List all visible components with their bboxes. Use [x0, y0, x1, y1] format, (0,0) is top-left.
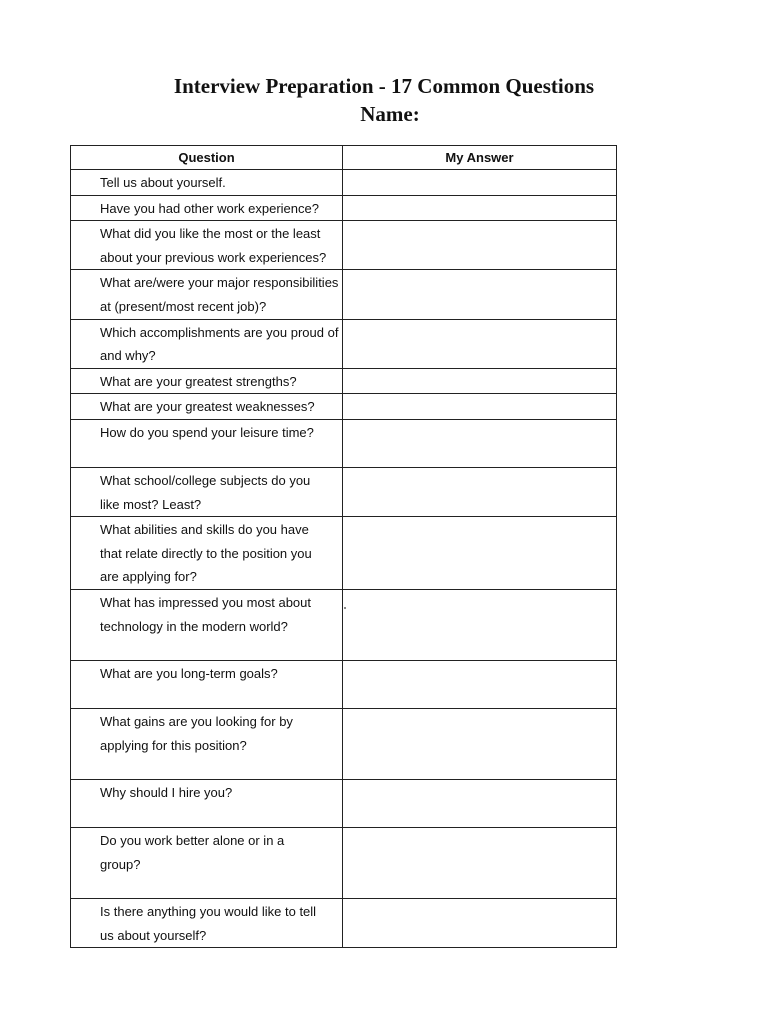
- answer-cell[interactable]: [343, 779, 617, 827]
- table-row: [71, 195, 617, 221]
- question-cell: [71, 467, 343, 516]
- table-row: [71, 660, 617, 708]
- name-label: Name:: [360, 102, 420, 126]
- question-cell: [71, 270, 343, 319]
- question-text-line: Is there anything you would like to tell: [100, 903, 317, 919]
- question-text-line: What gains are you looking for by: [100, 713, 293, 729]
- answer-cell[interactable]: [343, 394, 617, 420]
- table-row: [71, 898, 617, 947]
- question-column-header: Question: [71, 146, 343, 170]
- question-cell: [71, 195, 343, 221]
- stray-mark: [344, 607, 346, 609]
- question-text-line: What are/were your major responsibilities: [100, 275, 339, 291]
- question-cell: [71, 394, 343, 420]
- answer-cell[interactable]: [343, 319, 617, 368]
- table-row: [71, 419, 617, 467]
- answer-cell[interactable]: [343, 517, 617, 590]
- question-text-line: that relate directly to the position you: [100, 545, 312, 561]
- question-cell: [71, 898, 343, 947]
- question-text-line: at (present/most recent job)?: [100, 298, 267, 314]
- answer-cell[interactable]: [343, 368, 617, 394]
- table-row: [71, 221, 617, 270]
- question-cell: [71, 221, 343, 270]
- answer-cell[interactable]: [343, 270, 617, 319]
- table-row: [71, 368, 617, 394]
- answer-cell[interactable]: [343, 195, 617, 221]
- table-row: [71, 394, 617, 420]
- question-cell: [71, 170, 343, 196]
- question-text-line: What are your greatest strengths?: [100, 373, 297, 389]
- table-row: [71, 270, 617, 319]
- question-cell: [71, 319, 343, 368]
- table-row: [71, 589, 617, 660]
- question-text-line: like most? Least?: [100, 496, 202, 512]
- question-text-line: group?: [100, 856, 141, 872]
- question-text-line: us about yourself?: [100, 927, 207, 943]
- question-cell: [71, 368, 343, 394]
- table-row: [71, 708, 617, 779]
- answer-cell[interactable]: [343, 898, 617, 947]
- question-text-line: applying for this position?: [100, 737, 247, 753]
- answer-column-header: My Answer: [343, 146, 617, 170]
- question-cell: [71, 660, 343, 708]
- question-text-line: How do you spend your leisure time?: [100, 424, 314, 440]
- questions-table: [70, 145, 617, 948]
- answer-cell[interactable]: [343, 170, 617, 196]
- question-text-line: Tell us about yourself.: [100, 175, 226, 190]
- table-row: [71, 170, 617, 196]
- question-text-line: What are you long-term goals?: [100, 665, 278, 681]
- question-text-line: Do you work better alone or in a: [100, 832, 285, 848]
- answer-cell[interactable]: [343, 589, 617, 660]
- table-header-row: [71, 146, 617, 170]
- question-cell: [71, 708, 343, 779]
- question-cell: [71, 419, 343, 467]
- question-text-line: Have you had other work experience?: [100, 200, 319, 216]
- question-text-line: What abilities and skills do you have: [100, 522, 309, 538]
- question-cell: [71, 589, 343, 660]
- table-row: [71, 319, 617, 368]
- table-row: [71, 827, 617, 898]
- table-body: [71, 170, 617, 948]
- question-text-line: about your previous work experiences?: [100, 249, 327, 265]
- document-header: [0, 72, 768, 128]
- answer-cell[interactable]: [343, 660, 617, 708]
- answer-cell[interactable]: [343, 419, 617, 467]
- question-cell: [71, 517, 343, 590]
- question-text-line: What has impressed you most about: [100, 594, 311, 610]
- table-row: [71, 467, 617, 516]
- question-cell: [71, 827, 343, 898]
- answer-cell[interactable]: [343, 221, 617, 270]
- answer-cell[interactable]: [343, 467, 617, 516]
- question-text-line: Why should I hire you?: [100, 784, 233, 800]
- question-text-line: Which accomplishments are you proud of: [100, 324, 339, 340]
- table-row: [71, 517, 617, 590]
- question-text-line: What school/college subjects do you: [100, 472, 311, 488]
- document-title: Interview Preparation - 17 Common Questions: [173, 74, 595, 98]
- table-row: [71, 779, 617, 827]
- question-text-line: What are your greatest weaknesses?: [100, 399, 315, 415]
- question-cell: [71, 779, 343, 827]
- question-text-line: are applying for?: [100, 569, 197, 585]
- question-text-line: and why?: [100, 348, 156, 364]
- question-text-line: What did you like the most or the least: [100, 226, 321, 242]
- question-text-line: technology in the modern world?: [100, 618, 288, 634]
- answer-cell[interactable]: [343, 708, 617, 779]
- answer-cell[interactable]: [343, 827, 617, 898]
